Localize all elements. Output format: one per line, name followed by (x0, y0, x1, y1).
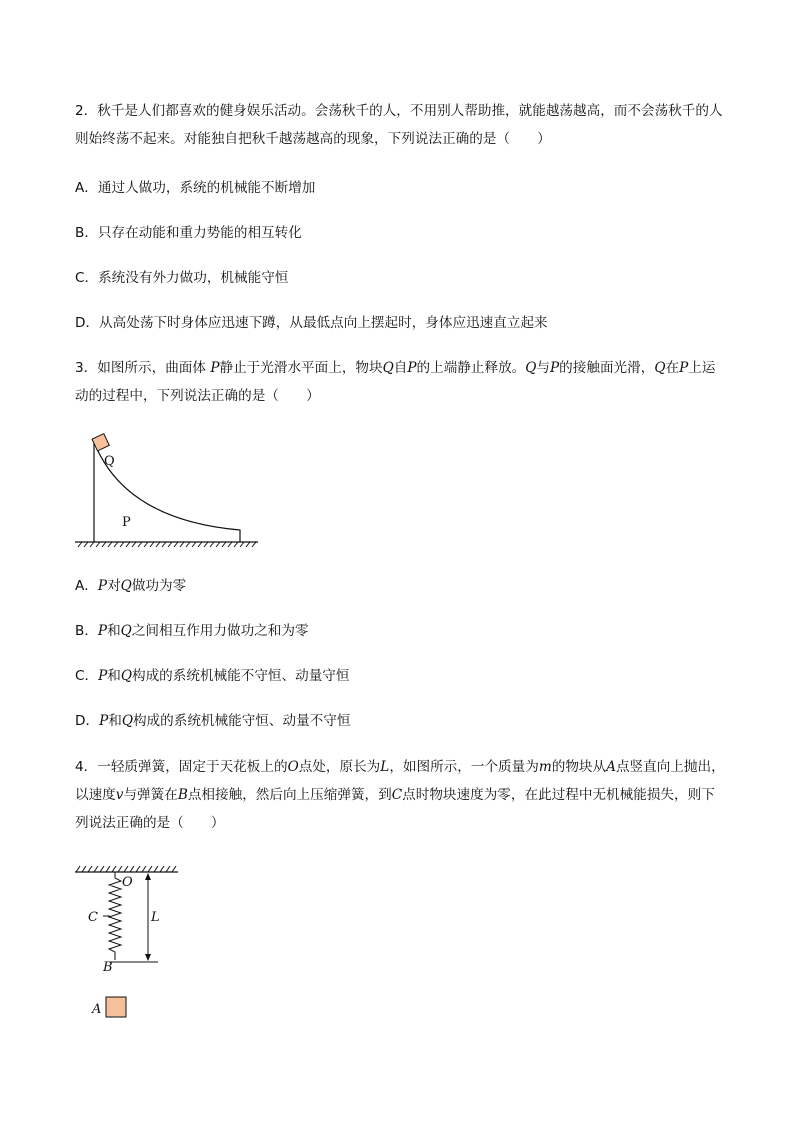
question-2-option-b: B．只存在动能和重力势能的相互转化 (75, 225, 302, 241)
ceiling-hatching (76, 866, 176, 872)
label-a: A (92, 1002, 102, 1017)
label-o: O (122, 875, 133, 890)
label-p: P (122, 515, 131, 530)
question-3-option-c: C．P和Q构成的系统机械能不守恒、动量守恒 (75, 668, 350, 684)
question-2-option-c: C．系统没有外力做功，机械能守恒 (75, 270, 289, 286)
question-4-stem: 4．一轻质弹簧，固定于天花板上的O点处，原长为L，如图所示，一个质量为m的物块从A点竖直向上抛出，以速度v与弹簧在B点相接触，然后向上压缩弹簧，到C点时物块速度为零，在此过程中无机械能损失，则下列说法正确的是（ ） (75, 759, 725, 831)
question-2-option-a: A．通过人做功，系统的机械能不断增加 (75, 180, 316, 196)
spring-figure (70, 860, 190, 1025)
question-2-stem: 2．秋千是人们都喜欢的健身娱乐活动。会荡秋千的人，不用别人帮助推，就能越荡越高，而不会荡秋千的人则始终荡不起来。对能独自把秋千越荡越高的现象，下列说法正确的是（ ） (75, 103, 723, 147)
spring (109, 872, 121, 960)
block-q (92, 434, 109, 451)
block-a (106, 997, 126, 1017)
label-l: L (151, 910, 160, 925)
label-c: C (88, 910, 98, 925)
curved-body-p-outline (94, 442, 240, 542)
ground-hatching (78, 542, 256, 547)
curved-body-figure (70, 430, 270, 555)
question-3-option-d: D．P和Q构成的系统机械能守恒、动量不守恒 (75, 713, 351, 729)
question-3-option-b: B．P和Q之间相互作用力做功之和为零 (75, 623, 309, 639)
question-2-option-d: D．从高处荡下时身体应迅速下蹲，从最低点向上摆起时，身体应迅速直立起来 (75, 315, 548, 331)
length-arrow-bottom-head (145, 954, 151, 961)
question-3-stem: 3．如图所示，曲面体 P静止于光滑水平面上，物块Q自P的上端静止释放。Q与P的接触面光滑，Q在P上运动的过程中，下列说法正确的是（ ） (75, 360, 716, 404)
label-q: Q (104, 454, 115, 469)
question-3-option-a: A．P对Q做功为零 (75, 578, 187, 594)
label-b: B (103, 960, 113, 975)
length-arrow-top-head (145, 873, 151, 880)
